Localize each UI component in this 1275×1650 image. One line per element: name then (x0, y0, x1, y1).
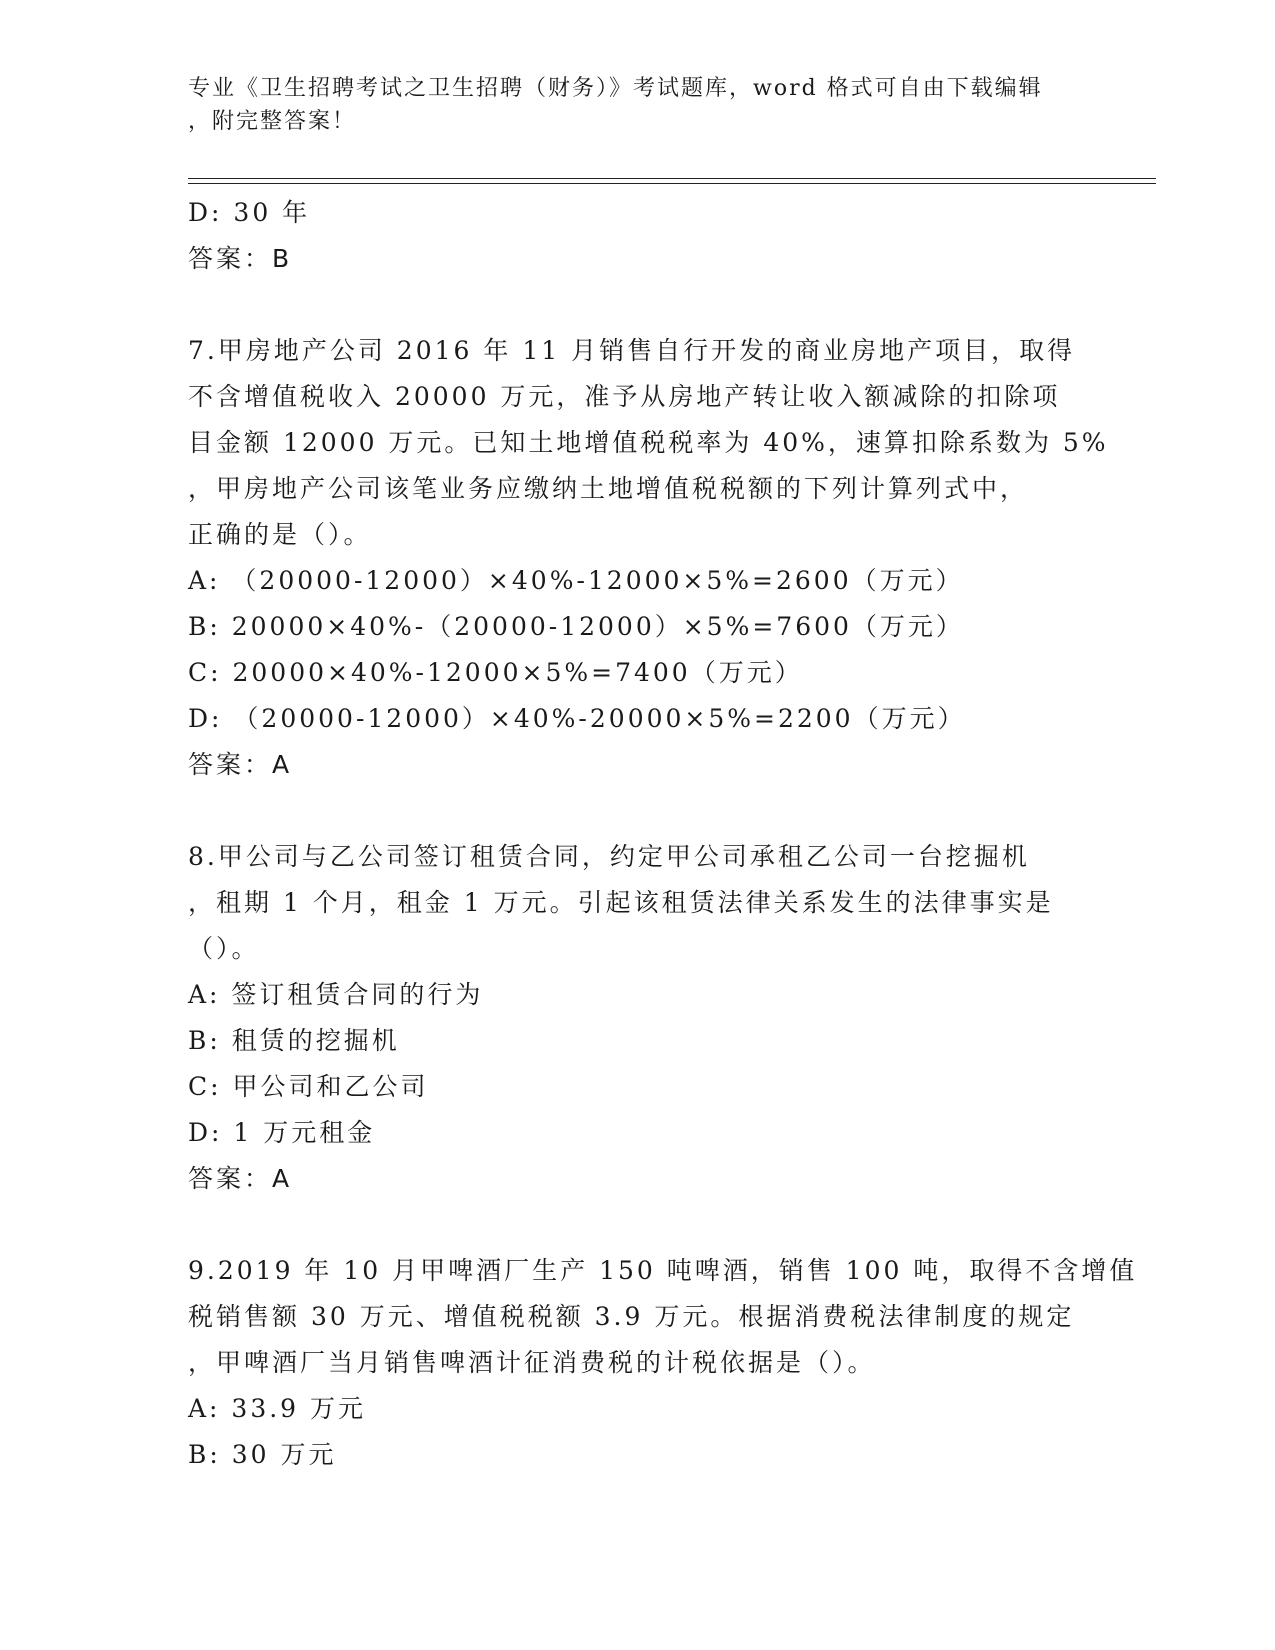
question-text-line: （）。 (188, 934, 260, 963)
answer-line: 答案：A (188, 1164, 293, 1193)
header-divider-top (188, 178, 1156, 179)
spacer (188, 788, 1088, 834)
header-line-2: ，附完整答案！ (188, 109, 357, 134)
option-a: A: （20000-12000）×40%-12000×5%=2600（万元） (188, 566, 964, 595)
question-text-line: 7.甲房地产公司 2016 年 11 月销售自行开发的商业房地产项目，取得 (188, 336, 1076, 365)
answer-line: 答案：B (188, 244, 293, 273)
option-d: D: 1 万元租金 (188, 1118, 376, 1147)
option-b: B: 租赁的挖掘机 (188, 1026, 400, 1055)
previous-question-tail (188, 190, 1088, 282)
option-c: C: 20000×40%-12000×5%=7400（万元） (188, 658, 803, 687)
question-7 (188, 328, 1109, 788)
option-a: A: 签订租赁合同的行为 (188, 980, 484, 1009)
question-text-line: ，甲房地产公司该笔业务应缴纳土地增值税税额的下列计算列式中， (188, 474, 1029, 503)
option-a: A: 33.9 万元 (188, 1394, 367, 1423)
question-8 (188, 834, 1088, 1202)
question-text-line: ，租期 1 个月，租金 1 万元。引起该租赁法律关系发生的法律事实是 (188, 888, 1054, 917)
answer-line: 答案：A (188, 750, 293, 779)
header-line-1: 专业《卫生招聘考试之卫生招聘（财务）》考试题库，word 格式可自由下载编辑 (188, 76, 1043, 101)
option-c: C: 甲公司和乙公司 (188, 1072, 429, 1101)
option-b: B: 20000×40%-（20000-12000）×5%=7600（万元） (188, 612, 964, 641)
question-list (188, 190, 1138, 1478)
question-text-line: ，甲啤酒厂当月销售啤酒计征消费税的计税依据是（）。 (188, 1348, 876, 1377)
question-text-line: 正确的是（）。 (188, 520, 372, 549)
option-d: D: 30 年 (188, 198, 311, 227)
option-b: B: 30 万元 (188, 1440, 337, 1469)
question-text-line: 9.2019 年 10 月甲啤酒厂生产 150 吨啤酒，销售 100 吨，取得不含增值 (188, 1256, 1138, 1285)
question-text-line: 目金额 12000 万元。已知土地增值税税率为 40%，速算扣除系数为 5% (188, 428, 1109, 457)
spacer (188, 282, 1088, 328)
option-d: D: （20000-12000）×40%-20000×5%=2200（万元） (188, 704, 966, 733)
question-text-line: 不含增值税收入 20000 万元，准予从房地产转让收入额减除的扣除项 (188, 382, 1061, 411)
header-divider-bottom (188, 183, 1156, 184)
document-header (188, 72, 1088, 138)
question-9 (188, 1248, 1138, 1478)
question-text-line: 税销售额 30 万元、增值税税额 3.9 万元。根据消费税法律制度的规定 (188, 1302, 1075, 1331)
question-text-line: 8.甲公司与乙公司签订租赁合同，约定甲公司承租乙公司一台挖掘机 (188, 842, 1030, 871)
spacer (188, 1202, 1088, 1248)
